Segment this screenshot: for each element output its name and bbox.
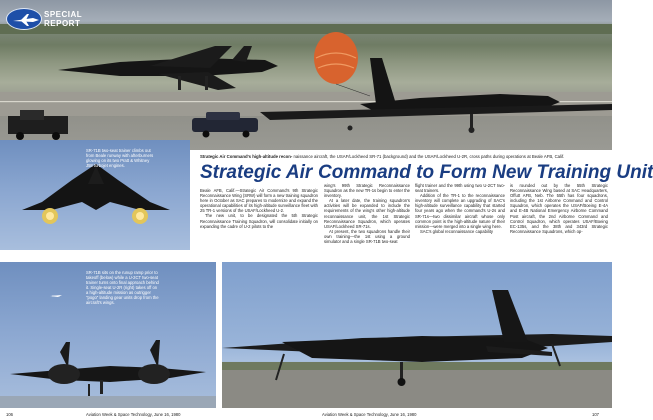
article-paragraph: At a later date, the training squadron's activities will be expanded to include the requirements of the wing's other high-altitude reconnaissance unit, the 1st Strategic Reconnaissance Squadron, which operates USAF/Lockheed SR-71s. (324, 198, 410, 229)
photo-u2r-takeoff (222, 262, 612, 408)
special-report-label: SPECIAL REPORT (44, 10, 83, 28)
caption-left-bottom: SR-71B sits on the runup ramp prior to takeoff (below) while a U-2CT two-seat trainer turns onto final approach behind it. Single-seat U-2R (right) takes off on a high-altitude mission as outrigger "pogo" landing gear units drop from the aircraft's wings. (86, 270, 159, 305)
drag-chute (314, 32, 370, 96)
article-paragraph: flight trainer and the 99th using two U-2CT two-seat trainers. (415, 183, 505, 194)
aircraft-emblem-icon (7, 9, 43, 31)
article-paragraph: The new unit, to be designated the 5th Strategic Reconnaissance Training Squadron, will consolidate initially on expanding the cadre of U-2 pilots to the (200, 213, 318, 229)
runway-ground (222, 370, 612, 408)
tree-line (0, 24, 612, 34)
caption-left-top: SR-71B two-seat trainer climbs out from Beale runway with afterburners glowing on its two Pratt & Whitney J58 turbojet engines. (86, 148, 154, 168)
headline-part-2: Command to Form New Training Unit (318, 162, 653, 183)
ramp-surface (0, 396, 216, 408)
top-caption-rest: naissance aircraft, the USAF/Lockheed SR-71 (background) and the USAF/Lockheed U-2R, cross paths during operations at Beale AFB, Calif. (293, 154, 565, 159)
article-column-4 (510, 183, 608, 234)
u2r-takeoff-scene (222, 262, 612, 408)
top-photo-caption (200, 154, 608, 159)
publication-line-left: Aviation Week & Space Technology, June 16, 1980 (86, 412, 181, 417)
top-photo-scene (0, 0, 612, 150)
article-column-3 (415, 183, 505, 234)
sr71b-climbing-aircraft (22, 164, 170, 224)
top-caption-lead: Strategic Air Command's high-altitude recon- (200, 154, 293, 159)
top-photo (0, 0, 612, 150)
article-column-2 (324, 183, 410, 244)
sr71-aircraft (58, 46, 278, 90)
headline-part-1: Strategic Air (200, 162, 313, 183)
article-paragraph: is rounded out by the 55th Strategic Reconnaissance Wing based at SAC Headquarters, Offutt AFB, Neb. The 55th has four squadrons, including the 1st Airborne Command and Control Squadron, which operates the USAF/Boeing E-4A and E-4B National Emergency Airborne Command Post aircraft, the 2nd Airborne Command and Control Squadron, which operates USAF/Boeing EC-135s, and the 38th and 343rd Strategic Reconnaissance Squadrons, which op- (510, 183, 608, 234)
article-paragraph: SAC's global reconnaissance capability (420, 228, 493, 234)
special-report-badge (6, 8, 88, 34)
article-paragraph: wing's 99th Strategic Reconnaissance Squadron as the new TR-1s begin to enter the inventory. (324, 183, 410, 199)
article-paragraph: Beale AFB, Calif.—Strategic Air Command's 9th Strategic Reconnaissance Wing (SRW) will form a new training squadron here in October as SAC prepares to modernize and expand the operational capabilities of its high-altitude surveillance fleet with 25 TR-1 versions of the USAF/Lockheed U-2. (200, 188, 318, 214)
article-paragraph: Addition of the TR-1 to the reconnaissance inventory will complete an upgrading of SAC's high-altitude surveillance capability that started four years ago when the command's U-2s and SR-71s—two dissimilar aircraft whose only common point is the high-altitude nature of their mission—were merged into a single wing here. (415, 193, 505, 229)
u2ct-trainer-distant (50, 295, 62, 297)
article-paragraph: At present, the two squadrons handle their own training—the 1st using a ground simulator and a single SR-71B two-seat (324, 228, 410, 245)
page-number-right: 107 (592, 412, 599, 417)
article-column-1 (200, 188, 318, 229)
publication-line-right: Aviation Week & Space Technology, June 16, 1980 (322, 412, 417, 417)
sr71b-ground-aircraft (10, 340, 206, 396)
special-report-logo (6, 8, 42, 30)
page-number-left: 106 (6, 412, 13, 417)
